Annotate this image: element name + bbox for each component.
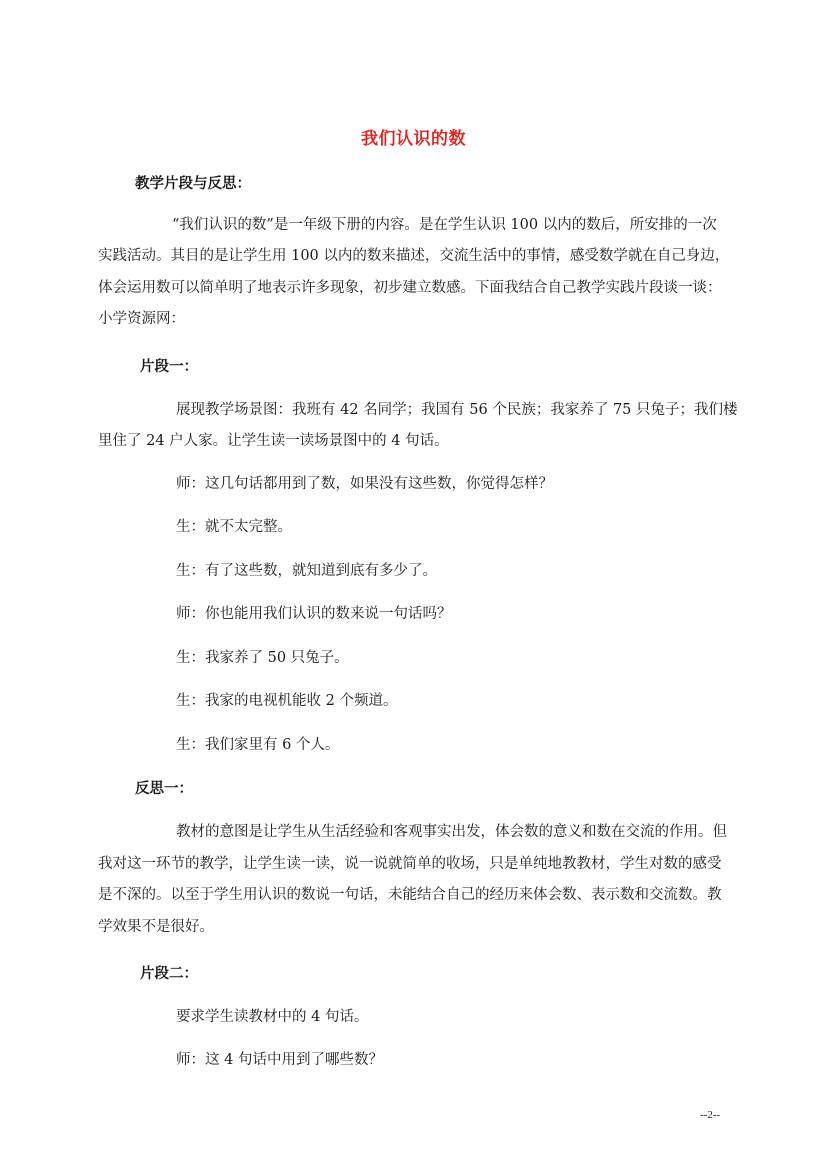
dialogue-line-6: 生：我家的电视机能收 2 个频道。 bbox=[176, 693, 398, 709]
dialogue-line-3: 生：有了这些数，就知道到底有多少了。 bbox=[176, 563, 437, 579]
segment1-heading: 片段一： bbox=[140, 358, 198, 375]
section-heading: 教学片段与反思： bbox=[135, 175, 251, 192]
intro-line-1: “我们认识的数”是一年级下册的内容。是在学生认识 100 以内的数后，所安排的一次 bbox=[172, 217, 717, 233]
dialogue-line-7: 生：我们家里有 6 个人。 bbox=[176, 737, 340, 753]
reflection1-line-4: 学效果不是很好。 bbox=[98, 919, 214, 935]
page-number: --2-- bbox=[700, 1109, 721, 1121]
reflection1-line-1: 教材的意图是让学生从生活经验和客观事实出发，体会数的意义和数在交流的作用。但 bbox=[176, 824, 727, 840]
segment1-line-1: 展现教学场景图：我班有 42 名同学；我国有 56 个民族；我家养了 75 只兔子；我们楼 bbox=[176, 402, 738, 418]
dialogue-line-1: 师：这几句话都用到了数，如果没有这些数，你觉得怎样？ bbox=[176, 476, 553, 492]
segment2-line-1: 要求学生读教材中的 4 句话。 bbox=[176, 1009, 369, 1025]
intro-line-2: 实践活动。其目的是让学生用 100 以内的数来描述，交流生活中的事情，感受数学就在自己身边， bbox=[98, 248, 730, 264]
reflection1-line-3: 是不深的。以至于学生用认识的数说一句话，未能结合自己的经历来体会数、表示数和交流数。教 bbox=[98, 887, 722, 903]
intro-line-3: 体会运用数可以简单明了地表示许多现象，初步建立数感。下面我结合自己教学实践片段谈一谈： bbox=[98, 280, 722, 296]
intro-line-4: 小学资源网： bbox=[98, 311, 185, 327]
dialogue-line-5: 生：我家养了 50 只兔子。 bbox=[176, 650, 349, 666]
segment2-line-2: 师：这 4 句话中用到了哪些数？ bbox=[176, 1052, 383, 1068]
reflection1-heading: 反思一： bbox=[135, 780, 193, 797]
segment1-line-2: 里住了 24 户人家。让学生读一读场景图中的 4 句话。 bbox=[98, 433, 449, 449]
dialogue-line-2: 生：就不太完整。 bbox=[176, 519, 292, 535]
dialogue-line-4: 师：你也能用我们认识的数来说一句话吗？ bbox=[176, 606, 452, 622]
reflection1-line-2: 我对这一环节的教学，让学生读一读，说一说就简单的收场，只是单纯地教教材，学生对数的感受 bbox=[98, 856, 722, 872]
segment2-heading: 片段二： bbox=[140, 965, 198, 982]
document-title: 我们认识的数 bbox=[361, 129, 466, 149]
